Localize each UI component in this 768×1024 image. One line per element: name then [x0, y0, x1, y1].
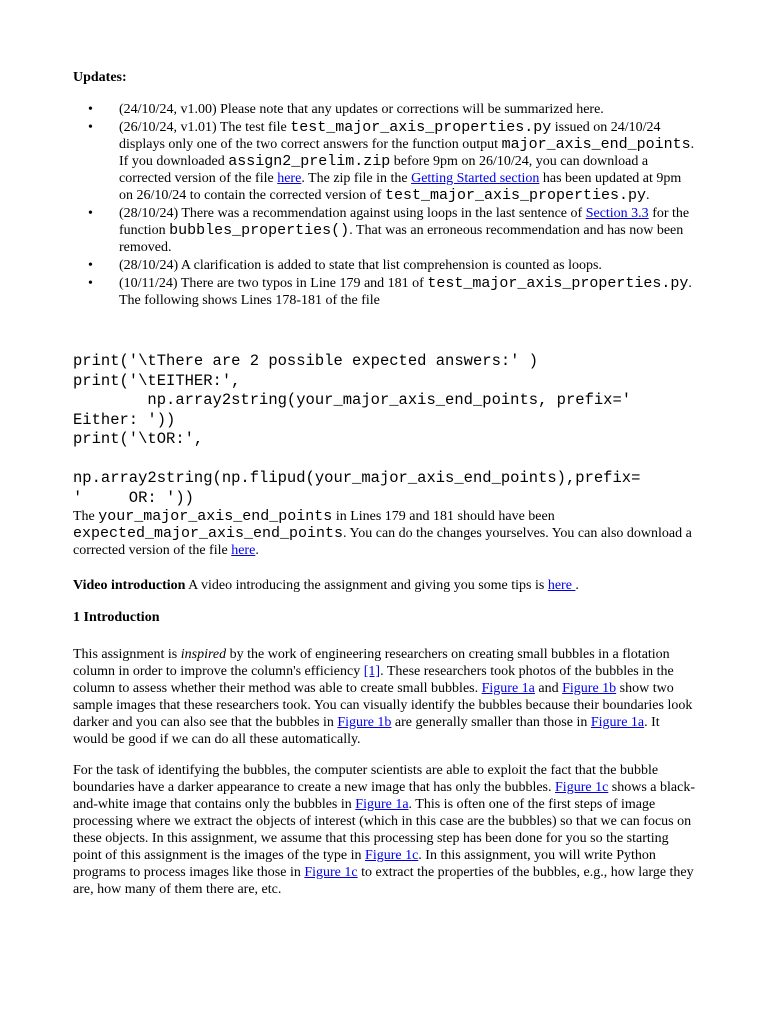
- introduction-heading: 1 Introduction: [73, 610, 160, 625]
- update-item: [73, 257, 697, 274]
- text-run: in Lines 179 and 181 should have been: [332, 509, 555, 524]
- text-run: by the work of engineering researchers on creating small bubbles in a flotation column in order to improve the column's efficiency: [73, 647, 670, 679]
- text-run: . You can do the changes yourselves. You can also download a corrected version of the file: [73, 526, 692, 558]
- figure-1a-link[interactable]: Figure 1a: [590, 715, 645, 730]
- text-run: A video introducing the assignment and giving you some tips is: [185, 578, 548, 593]
- text-run: are generally smaller than those in: [391, 715, 591, 730]
- text-run: . It would be good if we can do all these automatically.: [73, 715, 660, 747]
- code-correction-paragraph: [73, 508, 697, 559]
- text-run: (28/10/24) A clarification is added to state that list comprehension is counted as loops.: [119, 258, 602, 273]
- updates-list: [73, 101, 697, 310]
- figure-1c-link[interactable]: Figure 1c: [555, 780, 609, 795]
- text-run: . These researchers took photos of the bubbles in the column to assess whether their method was able to create small bubbles.: [73, 664, 674, 696]
- section-3-3-link[interactable]: Section 3.3: [585, 206, 649, 221]
- inline-code: test_major_axis_properties.py: [427, 275, 689, 292]
- introduction-paragraph-2: [73, 762, 697, 898]
- inline-code: expected_major_axis_end_points: [73, 525, 344, 542]
- inline-code: bubbles_properties(): [169, 222, 350, 239]
- text-run: The: [73, 509, 99, 524]
- figure-1b-link[interactable]: Figure 1b: [337, 715, 392, 730]
- figure-1c-link[interactable]: Figure 1c: [304, 865, 358, 880]
- update-item: [73, 205, 697, 256]
- inline-code: assign2_prelim.zip: [228, 153, 391, 170]
- figure-1c-link[interactable]: Figure 1c: [365, 848, 419, 863]
- text-run: show two sample images that these researchers took. You can visually identify the bubbles because their boundaries look darker and you can also see that the bubbles in: [73, 681, 693, 730]
- emphasis-text: inspired: [180, 647, 227, 662]
- inline-code: your_major_axis_end_points: [98, 508, 333, 525]
- bold-label: Video introduction: [73, 578, 186, 593]
- code-block: print('\tThere are 2 possible expected answers:' ) print('\tEITHER:', np.array2string(your_major_axis_end_points, prefix=' Either: ')) print('\tOR:', np.array2string(np.flipud(your_major_axis_end_points),prefix= ' OR: ')): [73, 352, 641, 507]
- text-run: has been updated at 9pm on 26/10/24 to contain the corrected version of: [119, 171, 682, 203]
- inline-code: major_axis_end_points: [501, 136, 691, 153]
- text-run: (10/11/24) There are two typos in Line 179 and 181 of: [119, 276, 428, 291]
- getting-started-link[interactable]: Getting Started section: [411, 171, 540, 186]
- text-run: and: [534, 681, 563, 696]
- text-run: .: [255, 543, 259, 558]
- inline-code: test_major_axis_properties.py: [384, 187, 646, 204]
- text-run: .: [575, 578, 579, 593]
- text-run: . The zip file in the: [301, 171, 412, 186]
- text-run: . In this assignment, you will write Python programs to process images like those in: [73, 848, 656, 880]
- introduction-paragraph-1: [73, 646, 697, 748]
- video-introduction-paragraph: [73, 577, 697, 594]
- figure-1a-link[interactable]: Figure 1a: [481, 681, 535, 696]
- figure-1a-link[interactable]: Figure 1a: [355, 797, 409, 812]
- text-run: . If you downloaded: [119, 137, 695, 169]
- text-run: for the function: [119, 206, 690, 238]
- text-run: before 9pm on 26/10/24, you can download a corrected version of the file: [119, 154, 649, 186]
- update-item: [73, 275, 697, 309]
- text-run: issued on 24/10/24 displays only one of the two correct answers for the function output: [119, 120, 661, 152]
- inline-code: test_major_axis_properties.py: [290, 119, 552, 136]
- figure-1b-link[interactable]: Figure 1b: [562, 681, 617, 696]
- text-run: . That was an erroneous recommendation and has now been removed.: [119, 223, 684, 255]
- here-link-test-file[interactable]: here: [231, 543, 256, 558]
- update-item: [73, 101, 697, 118]
- updates-heading: Updates:: [73, 70, 127, 85]
- text-run: (26/10/24, v1.01) The test file: [119, 120, 291, 135]
- text-run: shows a black-and-white image that contains only the bubbles in: [73, 780, 695, 812]
- reference-1-link[interactable]: [1]: [363, 664, 381, 679]
- text-run: This assignment is: [73, 647, 181, 662]
- here-link-zip[interactable]: here: [277, 171, 302, 186]
- text-run: .: [645, 188, 650, 203]
- update-item: [73, 119, 697, 204]
- text-run: . This is often one of the first steps of image processing where we extract the objects of interest (which in this case are the bubbles) so that we can focus on these objects. In this assignment, we assume that this processing step has been done for you so the starting point of this assignment is the images of the type in: [73, 797, 692, 863]
- text-run: . The following shows Lines 178-181 of the file: [119, 276, 692, 308]
- text-run: (24/10/24, v1.00) Please note that any updates or corrections will be summarized here.: [119, 102, 604, 117]
- text-run: to extract the properties of the bubbles, e.g., how large they are, how many of them there are, etc.: [73, 865, 694, 897]
- text-run: (28/10/24) There was a recommendation against using loops in the last sentence of: [119, 206, 586, 221]
- here-link-video[interactable]: here: [547, 578, 576, 593]
- text-run: For the task of identifying the bubbles, the computer scientists are able to exploit the fact that the bubble boundaries have a darker appearance to create a new image that has only the bubbles.: [73, 763, 659, 795]
